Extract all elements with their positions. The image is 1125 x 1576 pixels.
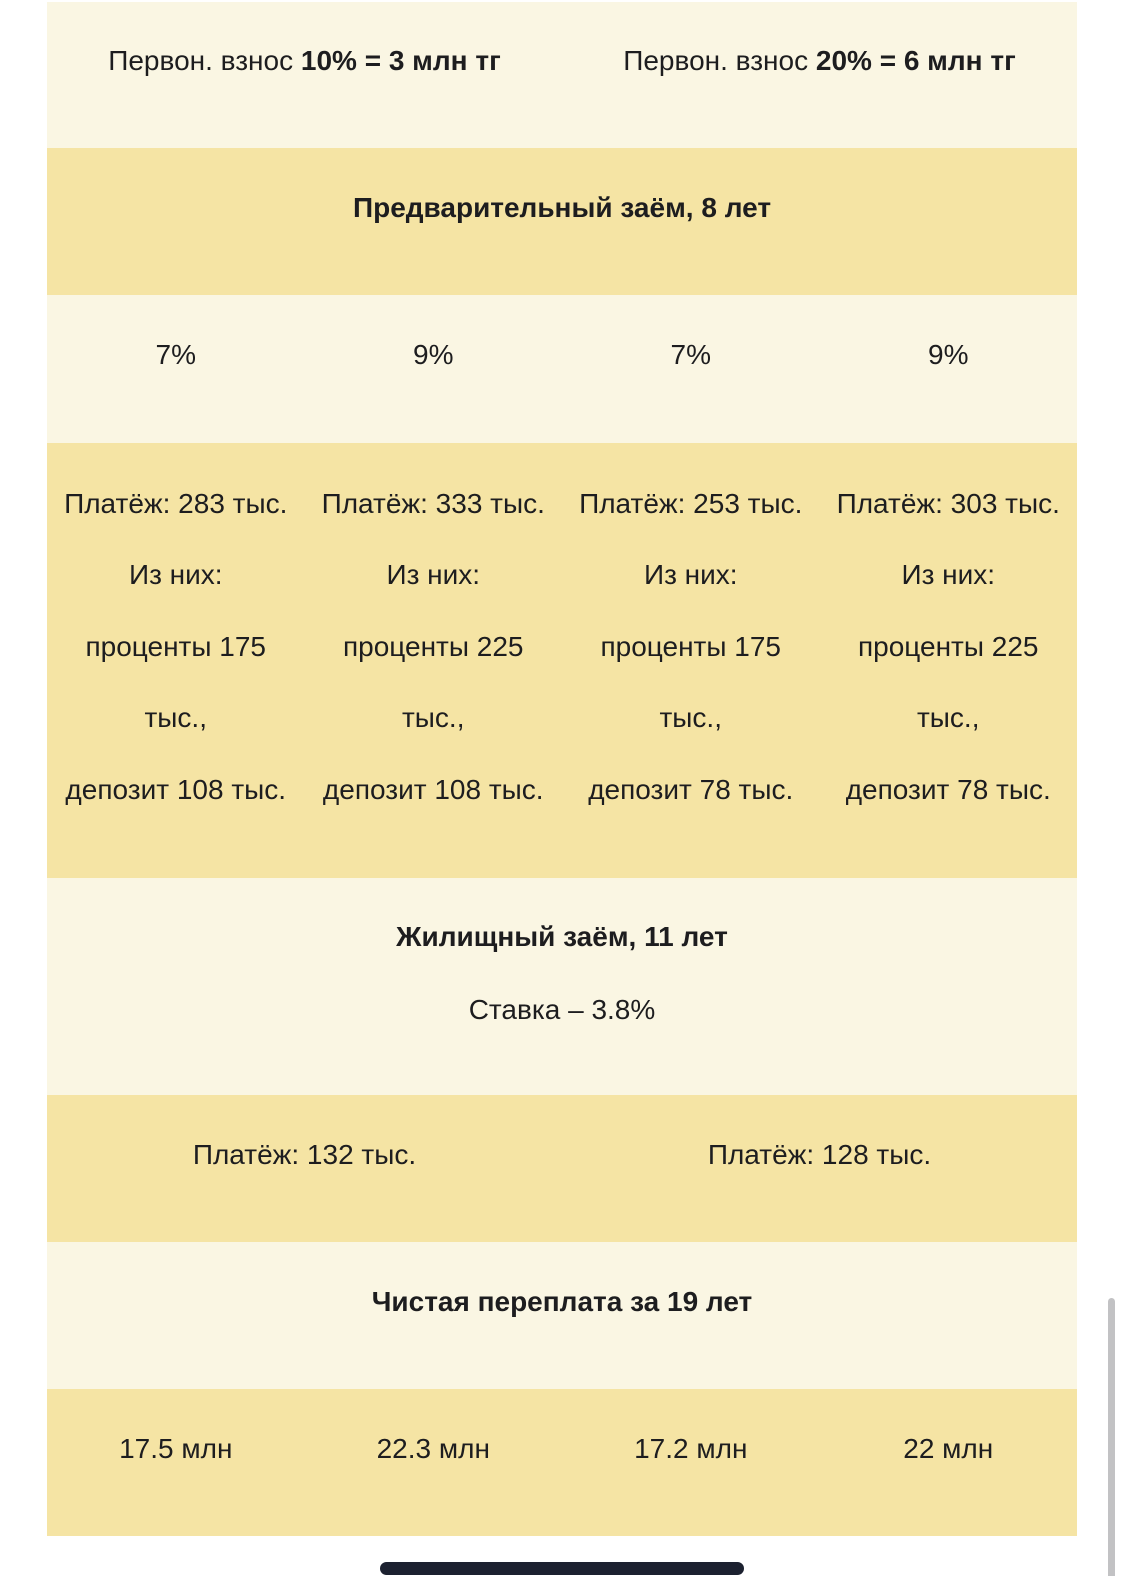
detail-line: Из них: bbox=[386, 559, 481, 591]
rate-cell bbox=[562, 295, 820, 443]
detail-line: тыс., bbox=[144, 702, 207, 734]
detail-line: Из них: bbox=[643, 559, 738, 591]
detail-line: проценты 175 bbox=[85, 630, 266, 662]
overpayment-value: 17.2 млн bbox=[634, 1432, 748, 1464]
detail-line: проценты 225 bbox=[342, 630, 524, 662]
rate-cell bbox=[305, 295, 563, 443]
preliminary-detail-cell-2 bbox=[305, 443, 563, 878]
down-payment-label: Первон. взнос bbox=[108, 45, 301, 77]
row-preliminary-loan-header bbox=[47, 148, 1077, 295]
scrollbar-thumb[interactable] bbox=[1108, 1298, 1115, 1576]
rate-value: 9% bbox=[413, 339, 454, 371]
down-payment-text bbox=[623, 25, 1016, 97]
detail-line: проценты 175 bbox=[600, 630, 781, 662]
overpayment-cell bbox=[562, 1389, 820, 1536]
down-payment-value: 10% = 3 млн тг bbox=[300, 45, 501, 77]
preliminary-detail-cell-4 bbox=[820, 443, 1078, 878]
loan-comparison-table bbox=[47, 2, 1077, 1536]
housing-payment-cell bbox=[47, 1095, 562, 1242]
detail-line: тыс., bbox=[916, 702, 980, 734]
row-overpayment-header bbox=[47, 1242, 1077, 1389]
detail-line: Платёж: 303 тыс. bbox=[836, 487, 1060, 519]
detail-line: тыс., bbox=[401, 702, 465, 734]
housing-payment-value: Платёж: 132 тыс. bbox=[192, 1138, 417, 1170]
detail-line: проценты 225 bbox=[857, 630, 1039, 662]
rate-value: 9% bbox=[928, 339, 969, 371]
overpayment-cell bbox=[47, 1389, 305, 1536]
rate-cell bbox=[47, 295, 305, 443]
overpayment-value: 22.3 млн bbox=[376, 1432, 490, 1464]
detail-line: Из них: bbox=[901, 559, 996, 591]
down-payment-cell-10 bbox=[47, 2, 562, 148]
down-payment-text bbox=[108, 25, 501, 97]
row-rates bbox=[47, 295, 1077, 443]
detail-line: депозит 108 тыс. bbox=[65, 773, 287, 805]
detail-line: депозит 78 тыс. bbox=[845, 773, 1051, 805]
overpayment-value: 17.5 млн bbox=[119, 1432, 233, 1464]
down-payment-label: Первон. взнос bbox=[623, 45, 816, 77]
housing-loan-header-cell bbox=[47, 878, 1077, 1095]
row-preliminary-details bbox=[47, 443, 1077, 878]
housing-loan-rate: Ставка – 3.8% bbox=[468, 993, 656, 1025]
row-housing-loan-header bbox=[47, 878, 1077, 1095]
overpayment-cell bbox=[305, 1389, 563, 1536]
detail-line: Из них: bbox=[128, 559, 223, 591]
housing-loan-title: Жилищный заём, 11 лет bbox=[396, 920, 728, 952]
detail-line: депозит 78 тыс. bbox=[588, 773, 794, 805]
detail-line: депозит 108 тыс. bbox=[322, 773, 544, 805]
detail-line: Платёж: 333 тыс. bbox=[321, 487, 545, 519]
overpayment-cell bbox=[820, 1389, 1078, 1536]
detail-line: Платёж: 283 тыс. bbox=[64, 487, 288, 519]
rate-cell bbox=[820, 295, 1078, 443]
overpayment-title: Чистая переплата за 19 лет bbox=[371, 1285, 753, 1317]
overpayment-header-cell bbox=[47, 1242, 1077, 1389]
row-down-payment bbox=[47, 2, 1077, 148]
preliminary-detail-cell-3 bbox=[562, 443, 820, 878]
preliminary-loan-title: Предварительный заём, 8 лет bbox=[352, 191, 772, 223]
housing-payment-value: Платёж: 128 тыс. bbox=[707, 1138, 932, 1170]
detail-line: Платёж: 253 тыс. bbox=[579, 487, 803, 519]
preliminary-detail-cell-1 bbox=[47, 443, 305, 878]
rate-value: 7% bbox=[670, 339, 711, 371]
detail-line: тыс., bbox=[659, 702, 722, 734]
preliminary-loan-header-cell bbox=[47, 148, 1077, 295]
row-housing-payments bbox=[47, 1095, 1077, 1242]
housing-payment-cell bbox=[562, 1095, 1077, 1242]
home-indicator bbox=[380, 1562, 744, 1575]
overpayment-value: 22 млн bbox=[903, 1432, 994, 1464]
down-payment-value: 20% = 6 млн тг bbox=[815, 45, 1016, 77]
down-payment-cell-20 bbox=[562, 2, 1077, 148]
rate-value: 7% bbox=[155, 339, 196, 371]
row-overpayments bbox=[47, 1389, 1077, 1536]
